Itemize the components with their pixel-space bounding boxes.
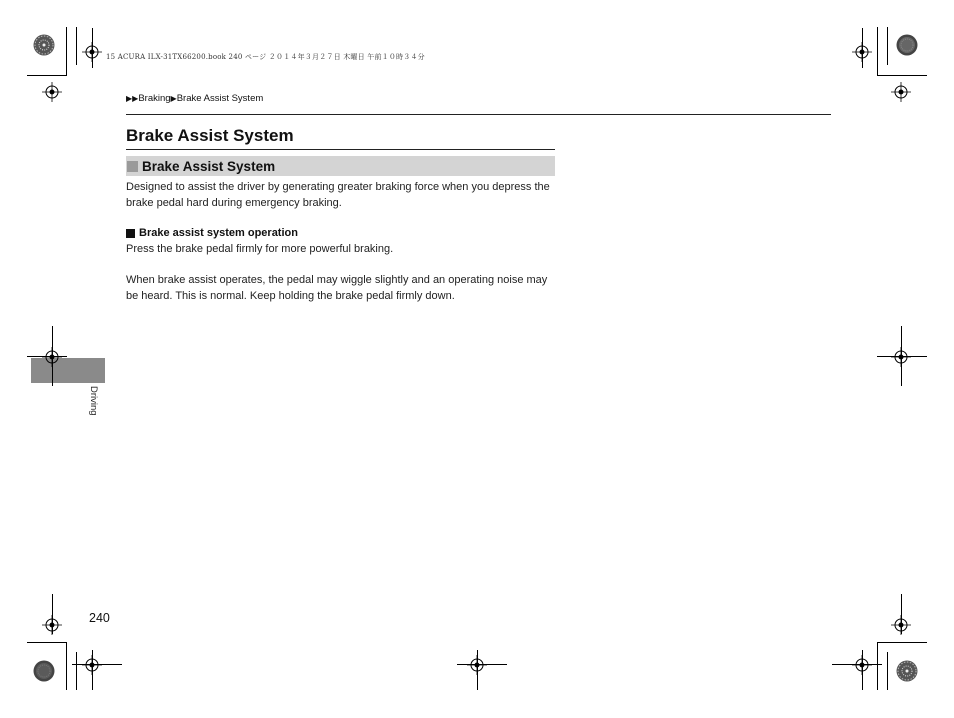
- color-rosette-icon: [896, 34, 918, 56]
- breadcrumb-item-braking[interactable]: Braking: [138, 93, 171, 104]
- triangle-arrow-icon: ▶: [170, 94, 177, 103]
- breadcrumb: [126, 93, 263, 104]
- title-divider: [126, 149, 555, 150]
- color-rosette-icon: [33, 34, 55, 56]
- page-number: 240: [89, 611, 110, 625]
- section-title: Brake Assist System: [142, 158, 276, 174]
- subsection-paragraph: Press the brake pedal firmly for more powerful braking.: [126, 243, 394, 255]
- page-title: Brake Assist System: [126, 126, 294, 145]
- registration-mark-icon: [891, 82, 911, 102]
- breadcrumb-item-brake-assist-system[interactable]: Brake Assist System: [176, 93, 264, 104]
- registration-mark-icon: [42, 82, 62, 102]
- color-rosette-icon: [896, 660, 918, 682]
- section-square-icon: [127, 161, 138, 172]
- double-triangle-arrow-icon: ▶▶: [126, 94, 139, 103]
- color-rosette-icon: [33, 660, 55, 682]
- intro-paragraph: Designed to assist the driver by generating greater braking force when you depress the brake pedal hard during emergency braking.: [126, 181, 550, 209]
- note-paragraph: When brake assist operates, the pedal may wiggle slightly and an operating noise may be heard. This is normal. Keep holding the brake pedal firmly down.: [126, 274, 548, 302]
- bullet-square-icon: [126, 229, 135, 238]
- top-divider: [126, 114, 831, 115]
- print-header: 15 ACURA ILX-31TX66200.book 240 ページ ２０１４年３月２７日 木曜日 午前１０時３４分: [106, 53, 425, 61]
- subsection-heading: [126, 227, 298, 239]
- section-header: [126, 156, 555, 176]
- subsection-title: Brake assist system operation: [139, 227, 298, 239]
- side-tab-label: Driving: [88, 386, 99, 416]
